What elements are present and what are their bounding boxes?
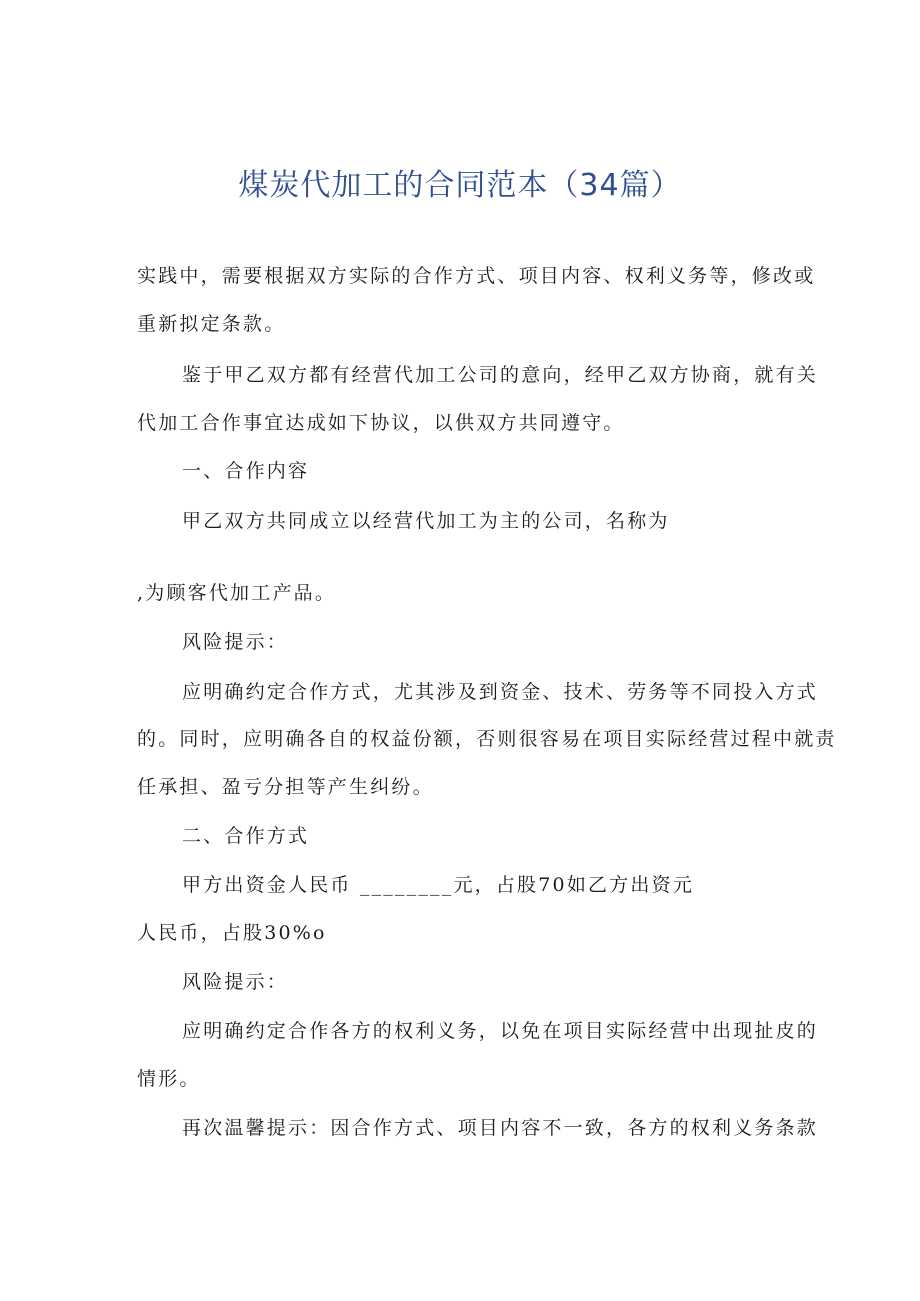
section-heading: 二、合作方式 [182,825,310,847]
paragraph-line: ,为顾客代加工产品。 [137,582,337,604]
paragraph-line: 再次温馨提示：因合作方式、项目内容不一致，各方的权利义务条款 [182,1117,819,1139]
paragraph-line: 代加工合作事宜达成如下协议，以供双方共同遵守。 [137,412,625,434]
paragraph-line: 甲方出资金人民币 ________元，占股70如乙方出资元 [182,874,695,896]
paragraph-line: 任承担、盈亏分担等产生纠纷。 [137,776,434,798]
paragraph-line: 甲乙双方共同成立以经营代加工为主的公司，名称为 [182,510,670,532]
paragraph-line: 人民币，占股30%o [137,922,327,944]
paragraph-line: 鉴于甲乙双方都有经营代加工公司的意向，经甲乙双方协商，就有关 [182,364,819,386]
paragraph-line: 应明确约定合作方式，尤其涉及到资金、技术、劳务等不同投入方式 [182,681,819,703]
risk-tip-label: 风险提示： [182,631,289,653]
paragraph-line: 重新拟定条款。 [137,313,286,335]
paragraph-line: 的。同时，应明确各自的权益份额，否则很容易在项目实际经营过程中就责 [137,728,837,750]
paragraph-line: 情形。 [137,1068,201,1090]
document-title: 煤炭代加工的合同范本（34篇） [238,168,682,203]
paragraph-line: 应明确约定合作各方的权利义务，以免在项目实际经营中出现扯皮的 [182,1020,819,1042]
section-heading: 一、合作内容 [182,460,310,482]
risk-tip-label: 风险提示： [182,971,289,993]
paragraph-line: 实践中，需要根据双方实际的合作方式、项目内容、权利义务等，修改或 [137,265,816,287]
